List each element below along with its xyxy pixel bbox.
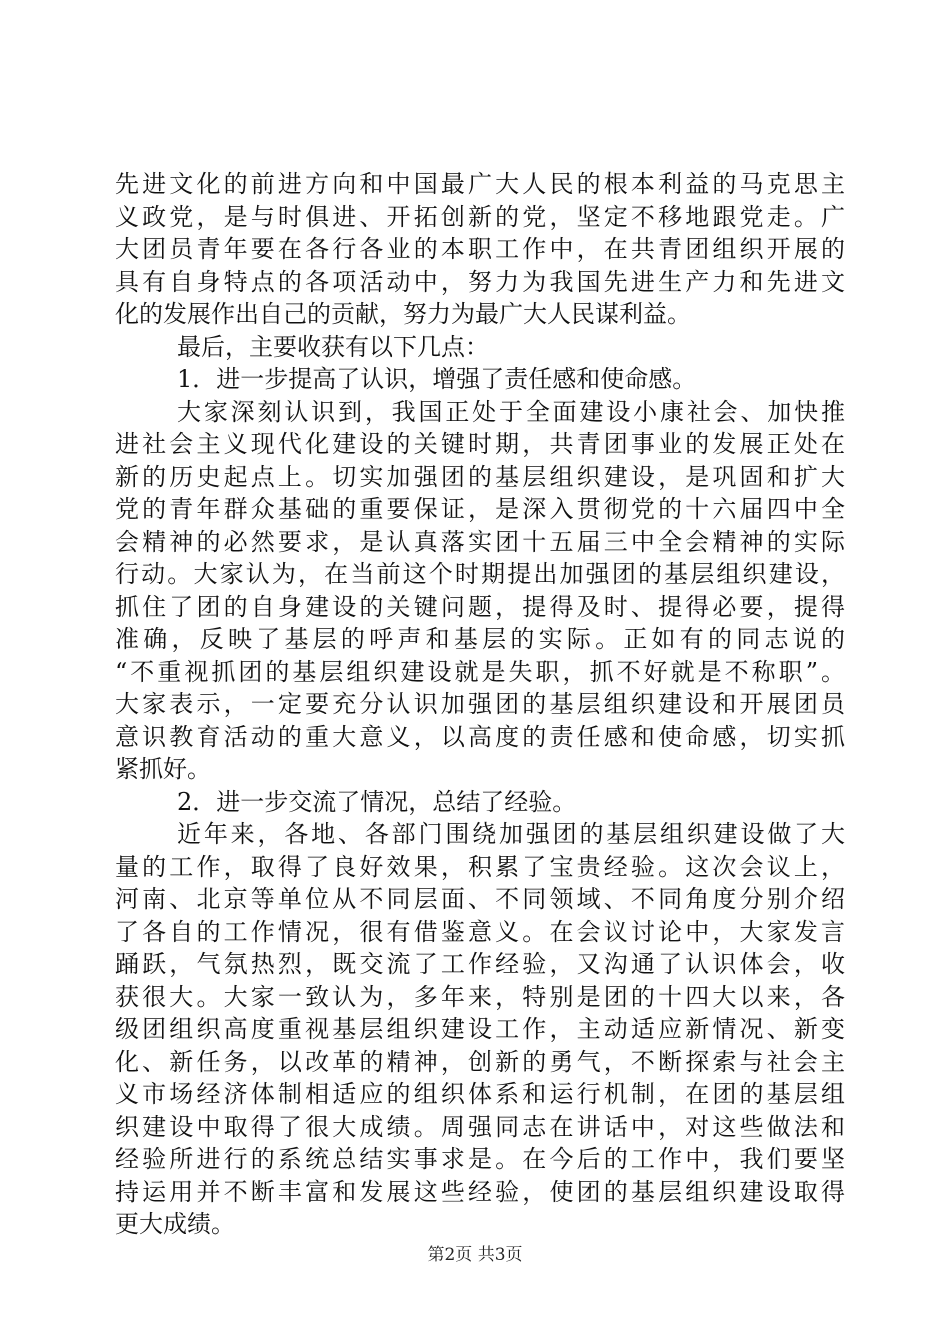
- text-line: 踊跃，气氛热烈，既交流了工作经验，又沟通了认识体会，收: [115, 950, 845, 978]
- text-line: 1．进一步提高了认识，增强了责任感和使命感。: [177, 365, 697, 393]
- text-line: 党的青年群众基础的重要保证，是深入贯彻党的十六届四中全: [115, 495, 845, 523]
- text-line: 获很大。大家一致认为，多年来，特别是团的十四大以来，各: [115, 982, 845, 1011]
- body-text: [115, 168, 845, 1241]
- text-line: 行动。大家认为，在当前这个时期提出加强团的基层组织建设，: [115, 560, 845, 588]
- text-line: 近年来，各地、各部门围绕加强团的基层组织建设做了大: [177, 820, 845, 848]
- text-line: 量的工作，取得了良好效果，积累了宝贵经验。这次会议上，: [115, 852, 845, 881]
- text-line: 义政党，是与时俱进、开拓创新的党，坚定不移地跟党走。广: [115, 202, 845, 231]
- text-line: 最后，主要收获有以下几点：: [177, 332, 489, 361]
- text-line: 大家深刻认识到，我国正处于全面建设小康社会、加快推: [177, 397, 845, 426]
- text-line: 抓住了团的自身建设的关键问题，提得及时、提得必要，提得: [115, 592, 845, 621]
- text-line: 经验所进行的系统总结实事求是。在今后的工作中，我们要坚: [115, 1145, 845, 1173]
- text-line: 准确，反映了基层的呼声和基层的实际。正如有的同志说的: [115, 625, 845, 653]
- text-line: 意识教育活动的重大意义，以高度的责任感和使命感，切实抓: [115, 722, 845, 751]
- text-line: 具有自身特点的各项活动中，努力为我国先进生产力和先进文: [115, 267, 845, 296]
- text-line: 持运用并不断丰富和发展这些经验，使团的基层组织建设取得: [115, 1177, 845, 1206]
- text-line: 大团员青年要在各行各业的本职工作中，在共青团组织开展的: [115, 235, 845, 263]
- text-line: 2．进一步交流了情况，总结了经验。: [177, 787, 577, 816]
- page-footer: 第2页 共3页: [427, 1245, 523, 1265]
- text-line: 先进文化的前进方向和中国最广大人民的根本利益的马克思主: [115, 170, 845, 198]
- text-line: 紧抓好。: [115, 755, 211, 783]
- text-line: 义市场经济体制相适应的组织体系和运行机制，在团的基层组: [115, 1080, 845, 1108]
- text-line: 化、新任务，以改革的精神，创新的勇气，不断探索与社会主: [115, 1047, 845, 1076]
- text-line: 更大成绩。: [115, 1210, 235, 1238]
- text-line: 大家表示，一定要充分认识加强团的基层组织建设和开展团员: [115, 690, 845, 718]
- text-line: 了各自的工作情况，很有借鉴意义。在会议讨论中，大家发言: [115, 917, 845, 946]
- text-line: 级团组织高度重视基层组织建设工作，主动适应新情况、新变: [115, 1015, 845, 1043]
- text-line: 织建设中取得了很大成绩。周强同志在讲话中，对这些做法和: [115, 1112, 845, 1141]
- text-line: 化的发展作出自己的贡献，努力为最广大人民谋利益。: [115, 300, 691, 328]
- text-line: 新的历史起点上。切实加强团的基层组织建设，是巩固和扩大: [115, 462, 845, 491]
- text-line: 进社会主义现代化建设的关键时期，共青团事业的发展正处在: [115, 430, 845, 458]
- text-line: “不重视抓团的基层组织建设就是失职，抓不好就是不称职”。: [115, 657, 845, 686]
- text-line: 会精神的必然要求，是认真落实团十五届三中全会精神的实际: [115, 527, 845, 556]
- text-line: 河南、北京等单位从不同层面、不同领域、不同角度分别介绍: [115, 885, 845, 913]
